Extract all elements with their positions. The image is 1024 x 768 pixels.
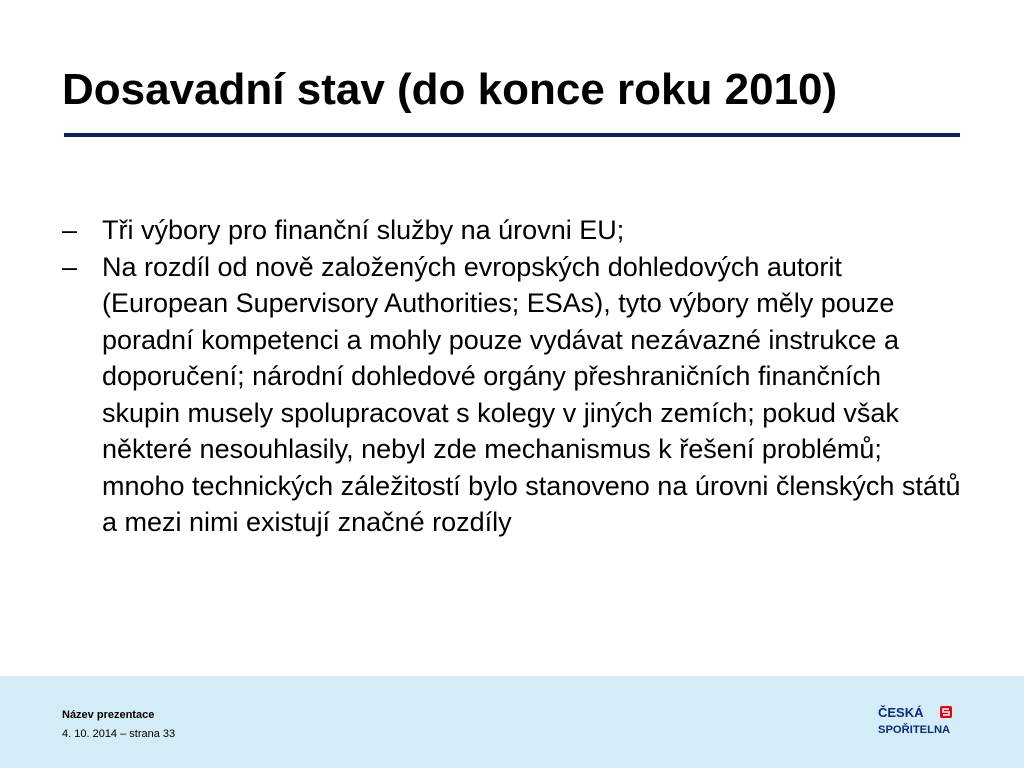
bullet-list <box>62 212 962 541</box>
bullet-item-1 <box>62 212 962 249</box>
footer-band <box>0 676 1024 768</box>
bullet-marker: – <box>62 251 78 282</box>
logo-text-line1: ČESKÁ <box>878 705 924 720</box>
slide-title: Dosavadní stav (do konce roku 2010) <box>62 65 838 114</box>
bullet-text: Tři výbory pro finanční služby na úrovni EU; <box>102 215 625 245</box>
ceska-sporitelna-s-icon <box>940 706 952 718</box>
logo-text-line2: SPOŘITELNA <box>878 724 951 736</box>
title-divider <box>64 133 960 137</box>
footer-date-page: 4. 10. 2014 – strana 33 <box>62 728 176 740</box>
footer-presentation-name: Název prezentace <box>62 709 155 721</box>
ceska-sporitelna-logo <box>878 704 958 738</box>
bullet-item-2 <box>62 249 962 541</box>
bullet-text: Na rozdíl od nově založených evropských dohledových autorit (European Supervisory Authorities; ESAs), tyto výbory měly pouze poradní kompetenci a mohly pouze vydávat nezávazné instrukce a doporučení; národní dohledové orgány přeshraničních finančních skupin musely spolupracovat s kolegy v jiných zemích; pokud však některé nesouhlasily, nebyl zde mechanismus k řešení problémů; mnoho technických záležitostí bylo stanoveno na úrovni členských států a mezi nimi existují značné rozdíly <box>102 251 961 537</box>
bullet-marker: – <box>62 215 78 245</box>
